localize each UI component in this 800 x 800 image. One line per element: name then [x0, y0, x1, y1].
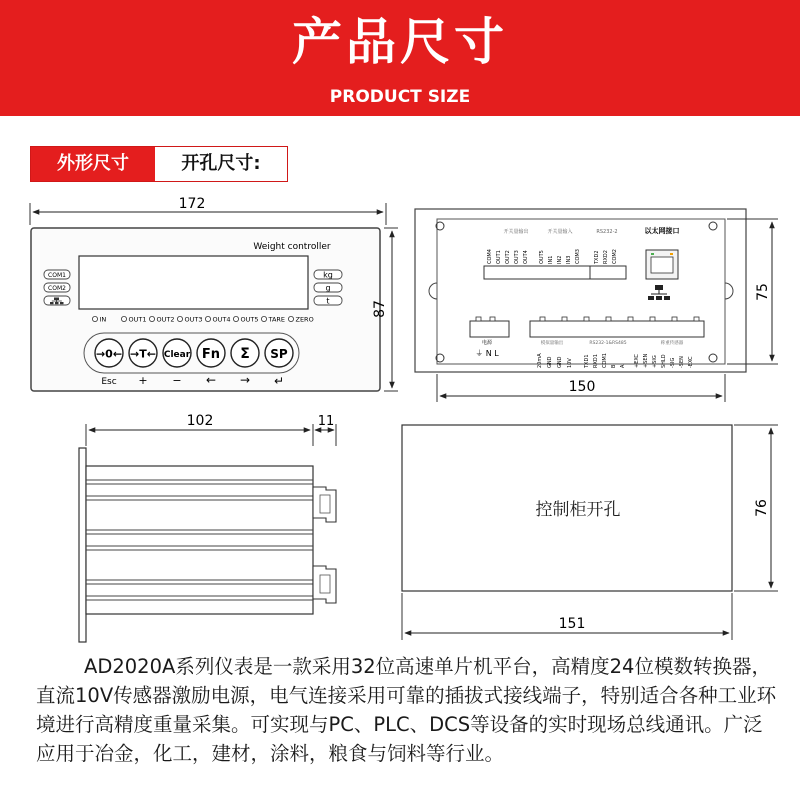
- terminal-label: -SIG: [670, 357, 676, 368]
- side-depth-dimension: 102: [186, 413, 214, 429]
- unit-kg-label: kg: [323, 270, 333, 280]
- led-label: OUT5: [240, 315, 259, 324]
- top-terminal-block-rs232: [590, 266, 626, 279]
- tab-outline-dimensions: 外形尺寸: [31, 147, 155, 181]
- led-label: TARE: [268, 315, 286, 324]
- key-sub-label: ←: [205, 373, 217, 387]
- front-panel-view: [30, 196, 398, 391]
- front-height-dimension: 87: [372, 300, 388, 318]
- tab-cutout-dimensions: 开孔尺寸:: [155, 147, 287, 181]
- rear-bottom-header: 模拟量输出: [540, 341, 564, 346]
- terminal-label: TXD1: [584, 354, 590, 368]
- terminal-label: COM3: [575, 249, 581, 264]
- key-tare-label: →T←: [130, 347, 156, 361]
- unit-t-label: t: [326, 296, 330, 306]
- key-sub-label: Esc: [101, 377, 117, 387]
- cutout-width-dimension: 151: [558, 616, 586, 632]
- com1-label: COM1: [48, 272, 66, 279]
- rear-bottom-header: RS232-1&RS485: [589, 341, 627, 346]
- terminal-label: A: [620, 364, 626, 368]
- terminal-label: OUT1: [496, 250, 502, 264]
- panel-cutout-view: [402, 425, 778, 640]
- terminal-label: COM4: [487, 249, 493, 264]
- terminal-label: IN2: [557, 255, 563, 264]
- key-fn-label: Fn: [201, 347, 221, 362]
- led-label: ZERO: [295, 315, 314, 324]
- terminal-label: 10V: [567, 358, 573, 368]
- terminal-label: IN1: [548, 255, 554, 264]
- cutout-label: 控制柜开孔: [535, 500, 621, 520]
- side-view: [79, 413, 336, 642]
- banner-subtitle: PRODUCT SIZE: [329, 87, 471, 107]
- terminal-label: SHLD: [661, 354, 667, 368]
- bottom-terminal-block: [530, 321, 704, 337]
- side-front-flange: [79, 448, 86, 642]
- banner-title: 产品尺寸: [292, 13, 508, 71]
- terminal-label: +SEN: [643, 353, 649, 368]
- power-terminal-block: [470, 321, 509, 337]
- side-connector-lower: [313, 566, 336, 603]
- front-panel-brand: Weight controller: [253, 242, 331, 252]
- terminal-label: IN3: [566, 255, 572, 264]
- side-connector-upper: [313, 487, 336, 522]
- power-label: 电源: [481, 340, 493, 346]
- rear-bottom-header: 称重传感器: [660, 341, 684, 346]
- key-zero-label: →0←: [95, 347, 123, 361]
- rear-top-header: 开关量输出: [503, 229, 529, 235]
- side-connector-dimension: 11: [317, 414, 335, 429]
- ethernet-label: 以太网接口: [644, 227, 680, 235]
- key-sub-label: ↵: [273, 374, 285, 388]
- rear-width-dimension: 150: [568, 379, 596, 395]
- terminal-label: 20mA: [537, 353, 543, 368]
- key-sub-label: →: [239, 373, 251, 387]
- terminal-label: TXD2: [594, 250, 600, 264]
- terminal-label: GND: [557, 356, 563, 368]
- terminal-label: +EXC: [634, 354, 640, 368]
- led-label: OUT1: [128, 315, 147, 324]
- product-description: AD2020A系列仪表是一款采用32位高速单片机平台，高精度24位模数转换器，直流10V传感器激励电源，电气连接采用可靠的插拔式接线端子，特别适合各种工业环境进行高精度重量采集。可实现与PC、PLC、DCS等设备的实时现场总线通讯。广泛应用于冶金，化工，建材，涂料，粮食与饲料等行业。: [36, 655, 777, 765]
- terminal-label: COM2: [612, 249, 618, 264]
- key-sum-label: Σ: [240, 346, 250, 362]
- terminal-label: GND: [547, 356, 553, 368]
- display-window: [79, 256, 308, 309]
- terminal-label: -EXC: [688, 356, 694, 368]
- cutout-height-dimension: 76: [754, 499, 770, 517]
- rear-panel-view: [415, 209, 778, 402]
- key-sub-label: +: [138, 374, 148, 387]
- led-label: IN: [99, 315, 107, 324]
- key-sub-label: −: [172, 374, 182, 387]
- terminal-label: COM1: [602, 353, 608, 368]
- terminal-label: OUT4: [523, 250, 529, 264]
- led-label: OUT3: [184, 315, 203, 324]
- led-label: OUT4: [212, 315, 231, 324]
- unit-g-label: g: [325, 283, 331, 293]
- terminal-label: OUT2: [505, 250, 511, 264]
- led-label: OUT2: [156, 315, 175, 324]
- com2-label: COM2: [48, 285, 66, 292]
- terminal-label: RXD1: [593, 354, 599, 368]
- key-sp-label: SP: [270, 347, 288, 361]
- terminal-label: +SIG: [652, 355, 658, 368]
- top-terminal-block: [484, 266, 590, 279]
- power-pins: ⏚ N L: [475, 349, 499, 358]
- front-width-dimension: 172: [178, 196, 206, 212]
- rear-top-header: RS232-2: [596, 229, 618, 235]
- rear-height-dimension: 75: [755, 283, 771, 301]
- rear-top-header: 开关量输入: [547, 229, 573, 235]
- terminal-label: -SEN: [679, 356, 685, 368]
- terminal-label: OUT3: [514, 250, 520, 264]
- terminal-label: B: [611, 364, 617, 368]
- side-housing: [86, 466, 313, 614]
- key-clear-label: Clear: [163, 350, 191, 360]
- terminal-label: OUT5: [539, 250, 545, 264]
- terminal-label: RXD2: [603, 250, 609, 264]
